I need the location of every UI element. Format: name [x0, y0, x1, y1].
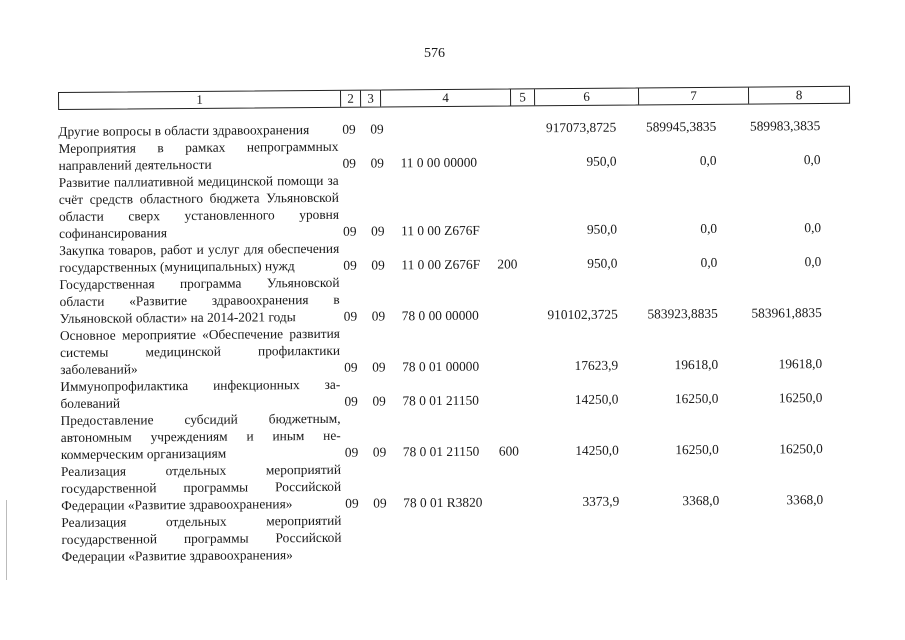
header-col-6: 6	[535, 88, 639, 105]
row-amount-1: 910102,3725	[547, 306, 618, 323]
table-row	[60, 321, 852, 378]
row-name: Иммунопрофилактика инфекционных заболеваний	[60, 376, 341, 411]
row-amount-2: 583923,8835	[647, 305, 718, 322]
row-section: 09	[345, 495, 359, 511]
table-row	[60, 372, 852, 412]
row-amount-1: 950,0	[587, 255, 618, 271]
row-name: Другие вопросы в области здравоохранения	[58, 122, 310, 139]
row-amount-1: 14250,0	[574, 391, 619, 407]
row-amount-2	[620, 560, 720, 561]
header-col-3: 3	[361, 90, 381, 106]
row-target-code: 78 0 01 21150	[402, 443, 480, 460]
row-target-code	[404, 562, 500, 563]
row-target-code: 11 0 00 Z676F	[401, 256, 481, 273]
row-amount-3: 0,0	[804, 220, 822, 236]
row-name: Мероприятия в рамках непрограммных направлений деятельности	[58, 138, 339, 173]
table-row	[61, 406, 853, 463]
row-amount-3: 583961,8835	[751, 305, 822, 321]
row-target-code: 11 0 00 00000	[400, 154, 478, 171]
row-section: 09	[344, 359, 358, 375]
row-amount-3: 16250,0	[779, 441, 823, 457]
header-col-2: 2	[341, 91, 361, 107]
row-amount-2: 19618,0	[674, 356, 719, 373]
row-amount-1: 17623,9	[574, 357, 619, 373]
row-subsection: 09	[372, 393, 386, 409]
row-subsection: 09	[372, 359, 386, 375]
row-amount-3: 589983,3835	[749, 118, 821, 134]
page-number: 576	[424, 46, 445, 61]
row-expense-type: 200	[497, 256, 518, 272]
row-subsection: 09	[373, 495, 387, 511]
row-subsection: 09	[370, 121, 384, 137]
row-amount-2: 589945,3835	[645, 118, 717, 135]
row-subsection: 09	[370, 155, 385, 171]
header-col-5: 5	[511, 89, 535, 105]
row-amount-3: 3368,0	[786, 492, 824, 508]
row-amount-1: 3373,9	[582, 493, 620, 509]
table-row	[59, 168, 852, 242]
row-subsection: 09	[372, 444, 387, 460]
row-target-code: 78 0 01 R3820	[403, 494, 483, 511]
row-amount-1: 950,0	[586, 221, 618, 237]
row-subsection: 09	[371, 223, 385, 239]
row-amount-2: 16250,0	[675, 441, 719, 458]
row-subsection: 09	[371, 308, 386, 324]
row-amount-2: 3368,0	[682, 492, 720, 509]
table-row	[61, 457, 853, 514]
table-header	[58, 86, 850, 110]
row-amount-2: 0,0	[700, 220, 718, 236]
row-section: 09	[344, 444, 359, 460]
row-section: 09	[343, 308, 358, 324]
row-name: Предоставление субсидий бюджетным, автономным учреждениям и иным некоммерческим организациям	[60, 410, 341, 462]
row-amount-2: 0,0	[699, 152, 717, 168]
row-amount-1: 917073,8725	[545, 119, 617, 136]
row-name: Основное мероприятие «Обеспечение развития системы медицинской профилактики заболеваний»	[59, 325, 341, 377]
row-name: Реализация отдельных мероприятий государственной программы Российской Федерации «Развитие здравоохранения»	[60, 461, 342, 513]
row-amount-2: 0,0	[700, 254, 718, 270]
budget-table	[58, 86, 854, 565]
row-expense-type: 600	[498, 443, 519, 459]
row-amount-1	[532, 561, 620, 562]
table-row	[59, 236, 851, 276]
row-amount-3: 0,0	[803, 152, 821, 168]
row-target-code: 11 0 00 Z676F	[401, 222, 480, 239]
row-amount-2: 16250,0	[674, 390, 719, 407]
scan-artifact-line	[6, 500, 7, 580]
row-amount-3: 16250,0	[778, 390, 823, 406]
table-body	[58, 117, 853, 565]
row-amount-1: 14250,0	[575, 442, 619, 458]
row-target-code: 78 0 01 21150	[402, 392, 479, 409]
table-row	[58, 134, 850, 174]
row-target-code: 78 0 00 00000	[401, 307, 479, 324]
table-row	[61, 508, 853, 565]
row-section: 09	[342, 155, 357, 171]
row-section: 09	[342, 121, 356, 137]
table-row	[59, 270, 851, 327]
row-name: Реализация отдельных мероприятий государственной программы Российской Федерации «Развитие здравоохранения»	[61, 512, 342, 564]
row-name: Развитие паллиативной медицинской помощи за счёт средств областного бюджета Ульяновской области сверх установленного уровня софинансирования	[58, 172, 340, 241]
header-col-8: 8	[795, 87, 803, 103]
row-subsection: 09	[371, 257, 385, 273]
row-name: Закупка товаров, работ и услуг для обеспечения государственных (муниципальных) нужд	[59, 240, 340, 275]
row-target-code: 78 0 01 00000	[402, 358, 480, 375]
row-amount-3	[720, 559, 824, 560]
header-col-4: 4	[381, 89, 511, 106]
row-section: 09	[343, 257, 357, 273]
header-col-1: 1	[59, 91, 341, 109]
row-amount-1: 950,0	[586, 153, 617, 169]
row-section: 09	[343, 223, 357, 239]
row-section: 09	[344, 393, 358, 409]
row-name: Государственная программа Ульяновской области «Развитие здравоохранения в Ульяновской области» на 2014-2021 годы	[59, 274, 340, 326]
header-col-7: 7	[639, 88, 749, 105]
row-amount-3: 19618,0	[778, 356, 823, 372]
row-amount-3: 0,0	[804, 254, 822, 270]
